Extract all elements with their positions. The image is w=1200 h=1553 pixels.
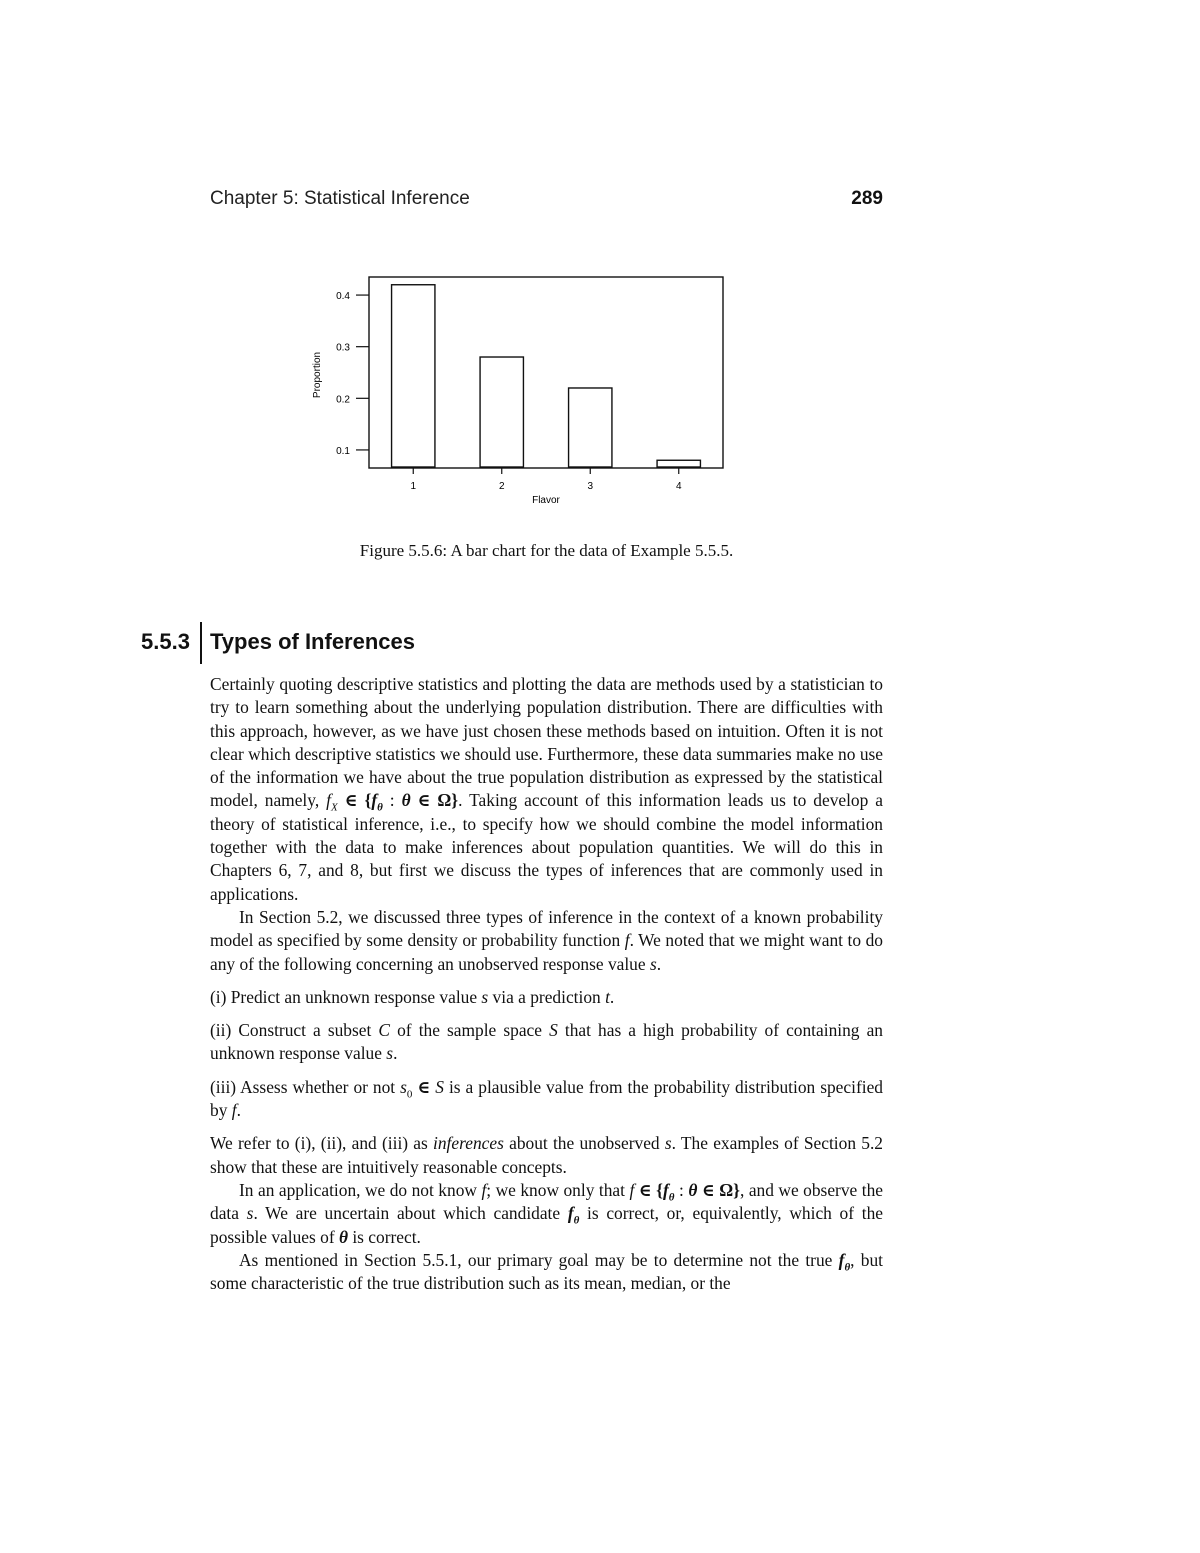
bar-4 [657, 460, 700, 467]
text-run: . [236, 1100, 241, 1121]
math-s: s [400, 1076, 407, 1097]
paragraph-5 [210, 1249, 883, 1296]
text-run: via a prediction [488, 986, 606, 1007]
math-f-theta: f [663, 1179, 669, 1200]
y-tick-label: 0.2 [336, 394, 350, 406]
section-rule [200, 622, 202, 664]
math-symbol: : [382, 790, 402, 811]
bar-1 [392, 285, 435, 467]
math-symbol: ∈ { [337, 790, 372, 811]
text-run: . Taking account of this information leads us to develop a theory of statistical inference, i.e., to specify how we should combine the model information together with the data to make inferences about population quantities. We will do this in Chapters 6, 7, and 8, but first we discuss the types of inferences that are commonly used in applications. [210, 790, 883, 904]
math-f: f [481, 1179, 487, 1200]
math-C: C [378, 1020, 391, 1041]
math-subscript: θ [844, 1261, 851, 1274]
section-number: 5.5.3 [141, 629, 190, 654]
y-axis-label: Proportion [312, 351, 323, 399]
paragraph-2 [210, 906, 883, 976]
list-item-ii [210, 1019, 883, 1066]
math-symbol: ∈ [412, 1076, 436, 1097]
math-subscript: θ [668, 1191, 675, 1204]
x-tick-label: 1 [410, 481, 417, 492]
text-run: . We noted that we might want to do any of the following concerning an unobserved response value [210, 930, 883, 974]
math-f: f [231, 1100, 237, 1121]
bars-group [392, 285, 701, 467]
math-symbol: ∈ Ω} [697, 1179, 740, 1200]
text-run: (i) Predict an unknown response value [210, 986, 482, 1007]
math-s: s [246, 1203, 254, 1224]
math-f-theta: f [567, 1203, 574, 1224]
math-theta: θ [338, 1226, 348, 1247]
math-f: f [326, 790, 331, 811]
text-run: . [609, 986, 615, 1007]
math-symbol: ∈ { [634, 1179, 663, 1200]
page-number: 289 [851, 188, 883, 209]
emphasis: inferences [433, 1133, 504, 1154]
paragraph-1 [210, 673, 883, 906]
math-theta: θ [688, 1179, 698, 1200]
body-text [210, 673, 883, 1295]
bar-3 [569, 388, 612, 467]
y-axis [336, 291, 369, 457]
list-item-iii [210, 1076, 883, 1123]
math-t: t [605, 986, 610, 1007]
text-run: about the unobserved [503, 1133, 665, 1154]
math-f: f [629, 1179, 635, 1200]
x-tick-label: 4 [675, 481, 682, 492]
text-run: of the sample space [390, 1020, 550, 1041]
bar-2 [480, 357, 523, 467]
text-run: ; we know only that [486, 1179, 630, 1200]
math-f-theta: f [838, 1249, 845, 1270]
list-item-i [210, 986, 883, 1009]
bar-chart [300, 265, 740, 510]
text-run: is correct, or, equivalently, which of the possible values of [210, 1203, 883, 1247]
y-tick-label: 0.3 [336, 342, 350, 354]
math-theta: θ [401, 790, 411, 811]
text-run: is a plausible value from the probability distribution specified by [210, 1076, 883, 1121]
section-title: Types of Inferences [210, 629, 415, 654]
text-run: that has a high probability of containing an unknown response value [210, 1020, 883, 1064]
x-axis [410, 468, 682, 492]
x-tick-label: 3 [587, 481, 594, 492]
running-head [210, 188, 883, 214]
text-run: , and we observe the data [210, 1179, 883, 1224]
text-run: (ii) Construct a subset [210, 1020, 379, 1041]
math-s: s [664, 1133, 672, 1154]
math-subscript: X [330, 801, 338, 814]
math-S: S [435, 1076, 444, 1097]
paragraph-4 [210, 1179, 883, 1249]
text-run: . [393, 1043, 398, 1064]
math-f: f [624, 930, 630, 951]
math-subscript: 0 [406, 1088, 413, 1101]
math-f-theta: f [371, 790, 378, 811]
paragraph-3 [210, 1132, 883, 1179]
text-run: . We are uncertain about which candidate [253, 1203, 568, 1224]
math-symbol: : [674, 1179, 689, 1200]
math-s: s [649, 953, 657, 974]
y-tick-label: 0.1 [336, 445, 350, 457]
figure-caption: Figure 5.5.6: A bar chart for the data of Example 5.5.5. [359, 541, 734, 560]
y-tick-label: 0.4 [336, 291, 350, 303]
text-run: is correct. [348, 1226, 421, 1247]
chapter-title: Chapter 5: Statistical Inference [210, 188, 470, 209]
math-s: s [481, 986, 489, 1007]
x-axis-label: Flavor [532, 495, 560, 506]
math-S: S [549, 1020, 558, 1041]
math-symbol: ∈ Ω} [410, 790, 459, 811]
text-run: . The examples of Section 5.2 show that these are intuitively reasonable concepts. [210, 1133, 883, 1177]
text-run: . [656, 953, 662, 974]
x-tick-label: 2 [498, 481, 505, 492]
math-s: s [386, 1043, 394, 1064]
text-run: (iii) Assess whether or not [210, 1076, 401, 1097]
text-run: , but some characteristic of the true distribution such as its mean, median, or the [210, 1249, 884, 1294]
text-run: In Section 5.2, we discussed three types of inference in the context of a known probability model as specified by some density or probability function [210, 906, 883, 951]
math-subscript: θ [573, 1214, 580, 1227]
text-run: In an application, we do not know [239, 1179, 482, 1200]
text-run: Certainly quoting descriptive statistics and plotting the data are methods used by a statistician to try to learn something about the underlying population distribution. There are difficulties with this approach, however, as we have just chosen these methods based on intuition. Often it is not clear which descriptive statistics we should use. Furthermore, these data summaries make no use of the information we have about the true population distribution as expressed by the statistical model, namely, [210, 674, 883, 811]
math-subscript: θ [377, 801, 383, 814]
text-run: As mentioned in Section 5.5.1, our primary goal may be to determine not the true [239, 1249, 839, 1270]
text-run: We refer to (i), (ii), and (iii) as [210, 1133, 434, 1154]
